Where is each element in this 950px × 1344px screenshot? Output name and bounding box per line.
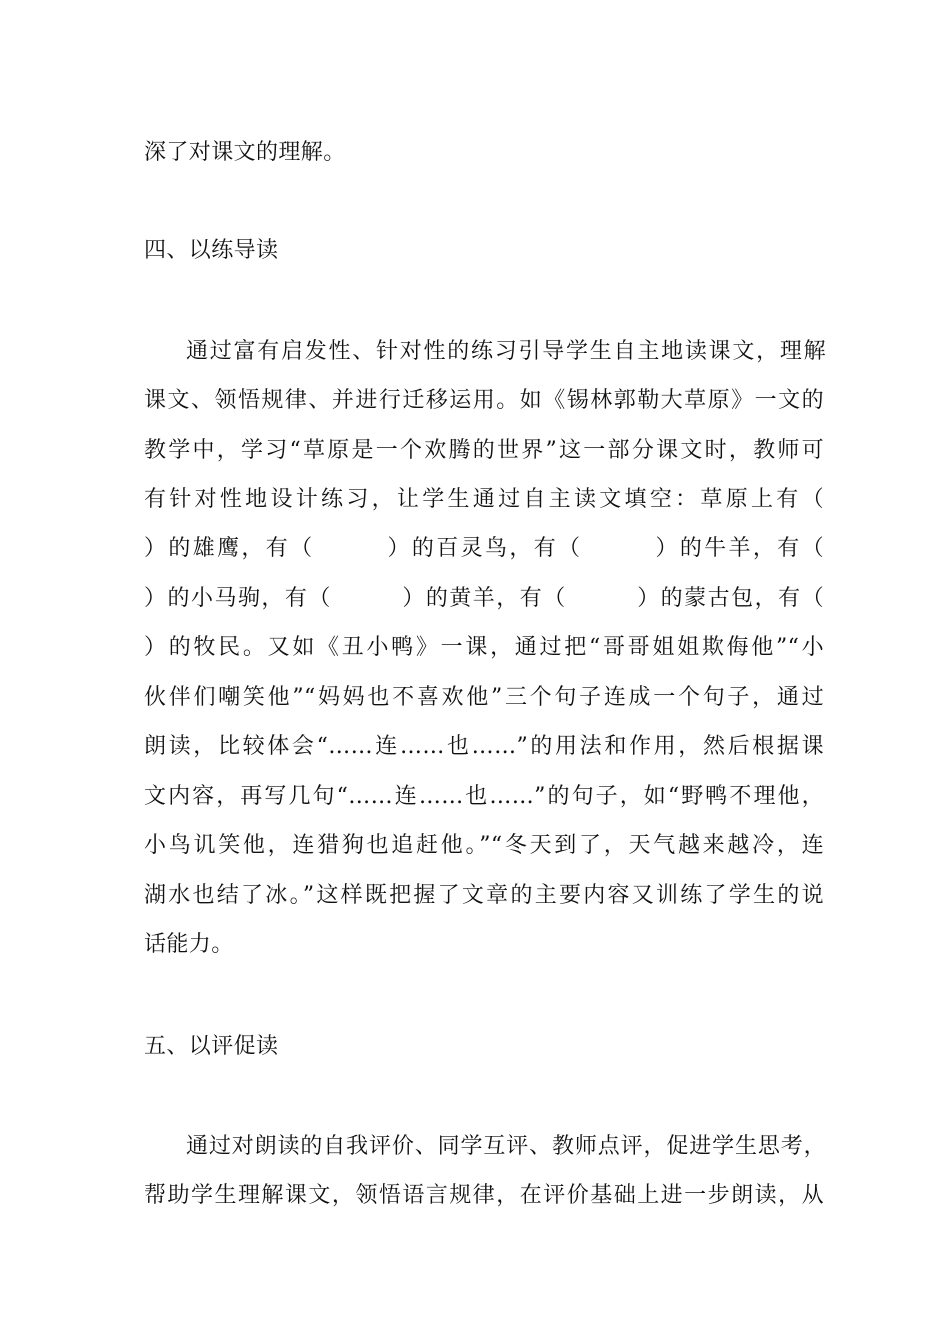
paragraph-line: 湖水也结了冰。”这样既把握了文章的主要内容又训练了学生的说 [144, 883, 824, 908]
section-heading-5: 五、以评促读 [144, 1034, 279, 1059]
section-heading-4: 四、以练导读 [144, 238, 279, 263]
paragraph-line: 文内容，再写几句“……连……也……”的句子，如“野鸭不理他， [144, 784, 824, 809]
paragraph-line: ）的雄鹰，有（ ）的百灵鸟，有（ ）的牛羊，有（ [144, 536, 824, 561]
paragraph-line: 课文、领悟规律、并进行迁移运用。如《锡林郭勒大草原》一文的 [144, 388, 824, 413]
paragraph-line: 话能力。 [144, 932, 234, 957]
paragraph-line: 教学中，学习“草原是一个欢腾的世界”这一部分课文时，教师可 [144, 438, 824, 463]
paragraph-line: 伙伴们嘲笑他”“妈妈也不喜欢他”三个句子连成一个句子，通过 [144, 685, 824, 710]
paragraph-line: 小鸟讥笑他，连猎狗也追赶他。”“冬天到了，天气越来越冷，连 [144, 833, 824, 858]
paragraph-line: 帮助学生理解课文，领悟语言规律，在评价基础上进一步朗读，从 [144, 1183, 824, 1208]
paragraph-line: ）的牧民。又如《丑小鸭》一课，通过把“哥哥姐姐欺侮他”“小 [144, 635, 824, 660]
paragraph-line: 朗读，比较体会“……连……也……”的用法和作用，然后根据课 [144, 734, 824, 759]
paragraph-line: 通过富有启发性、针对性的练习引导学生自主地读课文，理解 [186, 339, 826, 364]
paragraph-line: ）的小马驹，有（ ）的黄羊，有（ ）的蒙古包，有（ [144, 586, 824, 611]
paragraph-line: 有针对性地设计练习，让学生通过自主读文填空：草原上有（ [144, 487, 824, 512]
paragraph-line: 深了对课文的理解。 [144, 140, 346, 165]
paragraph-line: 通过对朗读的自我评价、同学互评、教师点评，促进学生思考， [186, 1134, 826, 1159]
